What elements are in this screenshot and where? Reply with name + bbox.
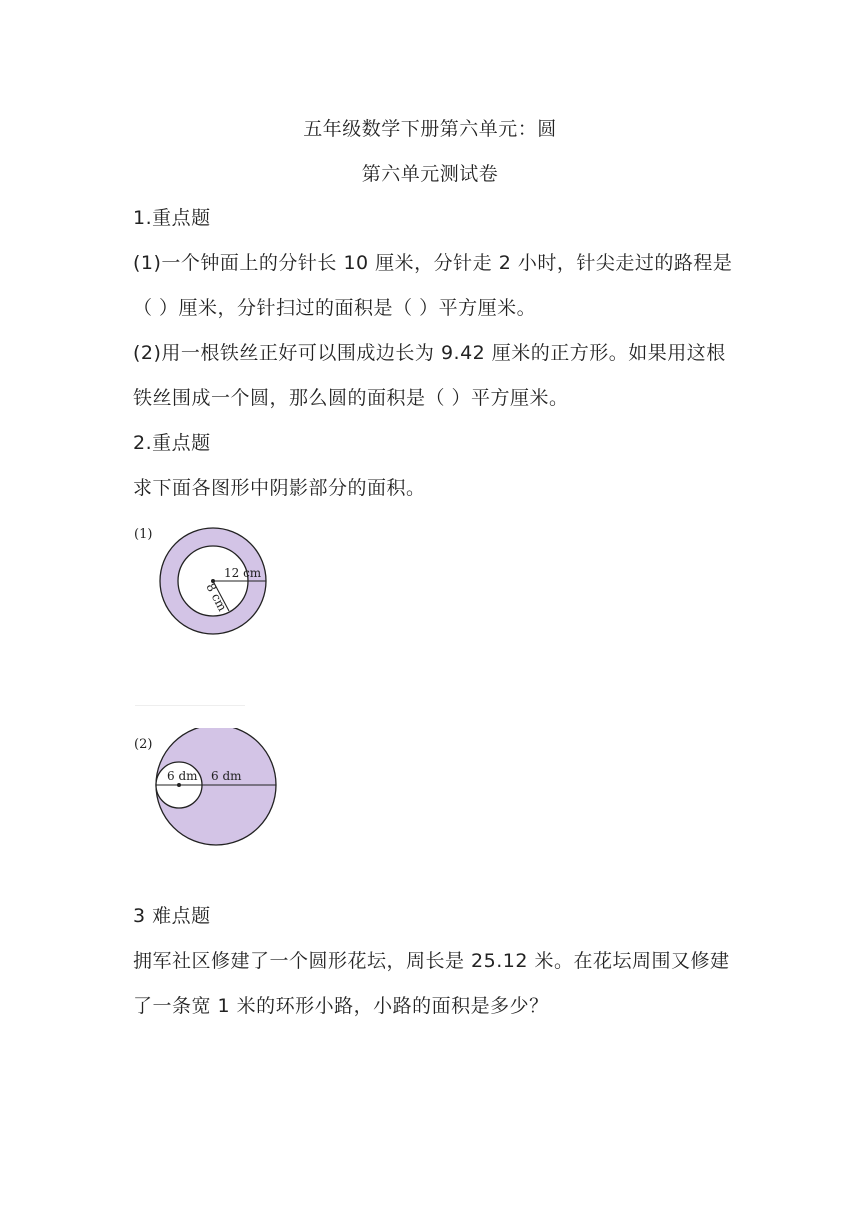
figure-1-outer-radius-label: 12 cm (224, 566, 262, 580)
question-1-2-line-1: (2)用一根铁丝正好可以围成边长为 9.42 厘米的正方形。如果用这根 (133, 342, 726, 364)
figure-2-large-label: 6 dm (211, 769, 242, 783)
page-subtitle: 第六单元测试卷 (361, 163, 499, 185)
figure-1-annulus (128, 518, 288, 658)
figure-1-inner-radius-label: 8 cm (203, 580, 230, 614)
figure-2-label: (2) (134, 737, 153, 752)
section-3-heading: 3 难点题 (133, 905, 211, 927)
section-3-line-1: 拥军社区修建了一个圆形花坛，周长是 25.12 米。在花坛周围又修建 (133, 950, 730, 972)
section-2-instruction: 求下面各图形中阴影部分的面积。 (133, 477, 426, 499)
section-3-line-2: 了一条宽 1 米的环形小路，小路的面积是多少？ (133, 995, 549, 1017)
figure-1-label: (1) (134, 527, 153, 542)
question-1-1-line-2: （ ）厘米，分针扫过的面积是（ ）平方厘米。 (133, 297, 537, 319)
page-title: 五年级数学下册第六单元：圆 (303, 118, 557, 140)
scan-artifact-line (135, 705, 245, 706)
question-1-2-line-2: 铁丝围成一个圆，那么圆的面积是（ ）平方厘米。 (133, 387, 569, 409)
section-1-heading: 1.重点题 (133, 207, 211, 229)
figure-2-circles (128, 728, 288, 868)
figure-2-small-center-point (177, 783, 181, 787)
section-2-heading: 2.重点题 (133, 432, 211, 454)
question-1-1-line-1: (1)一个钟面上的分针长 10 厘米，分针走 2 小时，针尖走过的路程是 (133, 252, 733, 274)
figure-2-small-label: 6 dm (167, 769, 198, 783)
